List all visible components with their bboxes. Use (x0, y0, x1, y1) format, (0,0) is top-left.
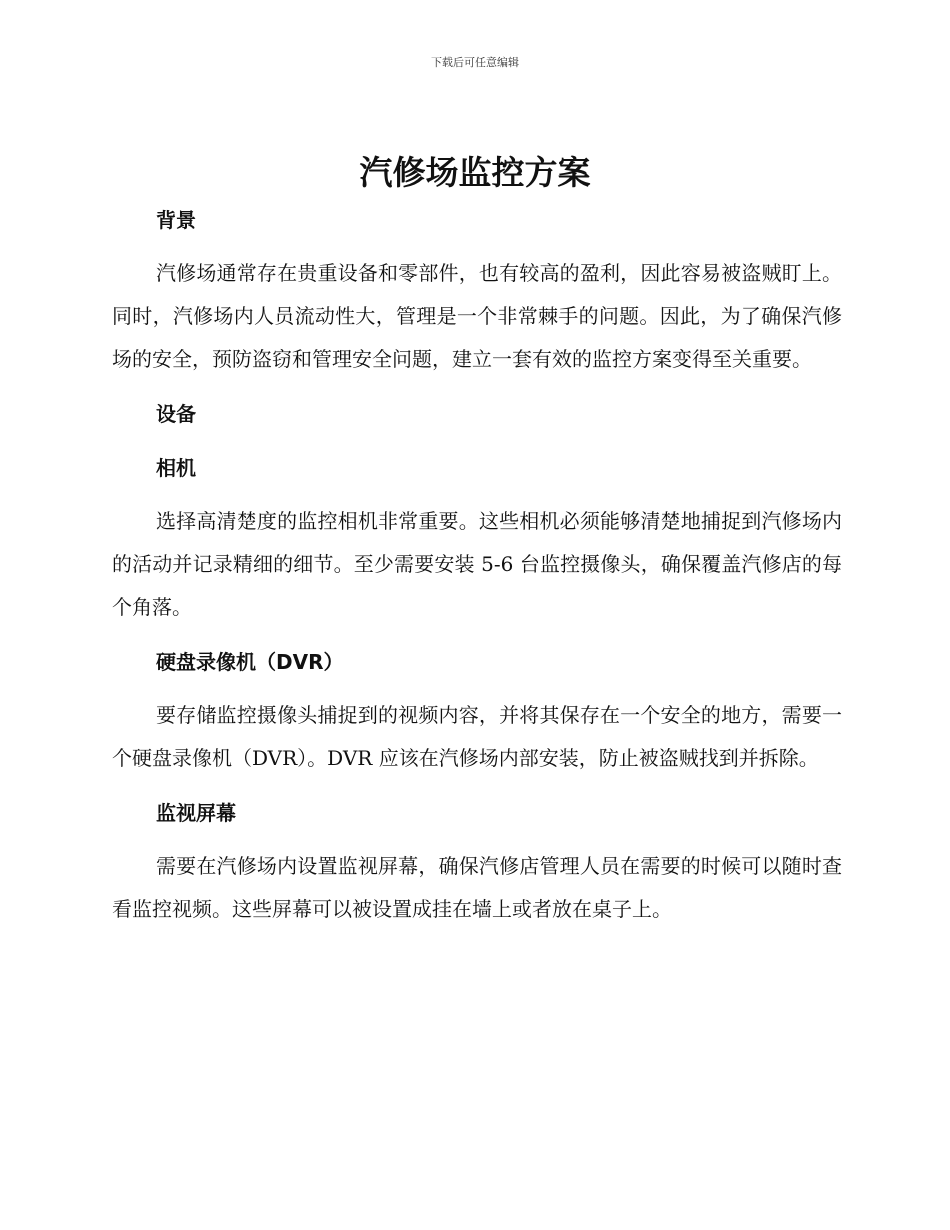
section-paragraph-dvr: 要存储监控摄像头捕捉到的视频内容，并将其保存在一个安全的地方，需要一个硬盘录像机（DVR）。DVR 应该在汽修场内部安装，防止被盗贼找到并拆除。 (112, 703, 842, 770)
section-paragraph-background: 汽修场通常存在贵重设备和零部件，也有较高的盈利，因此容易被盗贼盯上。同时，汽修场内人员流动性大，管理是一个非常棘手的问题。因此，为了确保汽修场的安全，预防盗窃和管理安全问题，建立一套有效的监控方案变得至关重要。 (112, 261, 842, 371)
page-header-note: 下载后可任意编辑 (431, 56, 519, 69)
section-paragraph-camera: 选择高清楚度的监控相机非常重要。这些相机必须能够清楚地捕捉到汽修场内的活动并记录精细的细节。至少需要安装 5-6 台监控摄像头，确保覆盖汽修店的每个角落。 (112, 509, 842, 619)
document-body (112, 198, 842, 942)
section-paragraph-monitor: 需要在汽修场内设置监视屏幕，确保汽修店管理人员在需要的时候可以随时查看监控视频。这些屏幕可以被设置成挂在墙上或者放在桌子上。 (112, 854, 842, 921)
section-heading-equipment: 设备 (156, 402, 196, 426)
section-heading-camera: 相机 (156, 456, 196, 480)
section-heading-dvr: 硬盘录像机（DVR） (156, 650, 344, 674)
section-heading-monitor: 监视屏幕 (156, 801, 236, 825)
section-heading-background: 背景 (156, 208, 196, 232)
document-title: 汽修场监控方案 (359, 153, 591, 192)
